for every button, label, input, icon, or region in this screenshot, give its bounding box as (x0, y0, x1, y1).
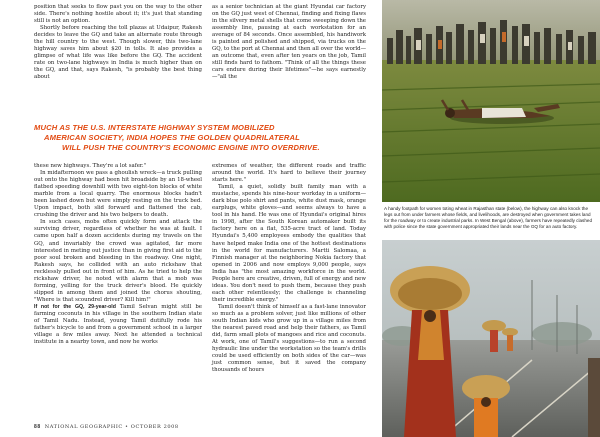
paragraph: Tamil doesn't think of himself as a fast-lane innovator so much as a problem solver, just like millions of other south Indian kids who grow up in a village miles from the nearest paved road and help their fathers, as Tamil did, farm small plots of mangoes and rice and coconuts. At work, one of Tamil's suggestions—to run a second hydraulic line under the workstation so the team's drills could be used efficiently on both sides of the car—was just common sense, but it saved the company thousands of hours (212, 303, 366, 374)
pull-quote-line: MUCH AS THE U.S. INTERSTATE HIGHWAY SYSTEM MOBILIZED (34, 123, 275, 132)
pull-quote-line: WILL PUSH THE COUNTRY'S ECONOMIC ENGINE INTO OVERDRIVE. (62, 142, 320, 152)
magazine-credit: NATIONAL GEOGRAPHIC • OCTOBER 2008 (44, 424, 179, 430)
photo-illustration (382, 0, 600, 202)
photo-farmer-lying-in-field (382, 0, 600, 202)
photo-caption: A handy footpath for women toting wheat in Rajasthan state (below), the highway can also knock the legs out from under farmers whose fields, and livelihoods, are destroyed when government takes land for the roadway or to create industrial parks. In West Bengal (above), farmers have repeatedly clashed with police since the state government appropriated their lands near the GQ for an auto factory. (384, 206, 593, 229)
pull-quote (34, 123, 364, 152)
paragraph: these new highways. They're a lot safer." (34, 163, 147, 169)
paragraph: In midafternoon we pass a ghoulish wreck—a truck pulling out onto the highway had been hit broadside by an 18-wheel flatbed speeding downhill with two eight-ton blocks of white marble from a local quarry. The enormous blocks hadn't been lashed down but were simply resting on the truck bed. Upon impact, both slid forward and flattened the cab, crushing the driver and his two helpers to death. (34, 170, 202, 219)
lead-in: If not for the GQ, 29-year-old (34, 303, 116, 310)
paragraph: Tamil, a quiet, solidly built family man with a mustache, spends his nine-hour workday in a uniform—dark blue polo shirt and pants, white dust mask, orange earplugs, white gloves—and seems always to have a tool in his hand. He was one of Hyundai's original hires in 1998, after the South Korean automaker built its factory here on a flat, 535-acre tract of land. Today Hyundai's 5,400 employees embody the qualities that have helped make India one of the hottest destinations in the world for manufacturers. Martti Salomaa, a Finnish manager at the neighboring Nokia factory that opened in 2006 and now employs 9,000 people, says India has "the most amazing workforce in the world. People here are creative, driven, full of energy and new ideas. You don't need to push them, because they push each other relentlessly; the challenge is channeling their incredible energy." (212, 184, 366, 303)
photo-illustration (382, 240, 600, 437)
paragraph: Shortly before reaching the toll plazas at Udaipur, Rakesh decides to leave the GQ and take an alternate route through the hill country to the west. Though slower, this two-lane highway saves him about $20 in tolls. It also provides a glimpse of what life was like before the GQ. The accident rate on two-lane highways in India is much higher than on the GQ, and that, says Rakesh, "is probably the best thing about (34, 25, 202, 81)
column-2-top-text (212, 4, 366, 82)
photo-women-carrying-wheat (382, 240, 600, 437)
column-1-bottom-text (34, 163, 202, 346)
page-number: 88 (34, 424, 41, 430)
paragraph: position that seeks to flow past you on the way to the other side. There's nothing hostile about it; it's just that standing still is not an option. (34, 4, 202, 25)
pull-quote-line: AMERICAN SOCIETY, INDIA HOPES THE GOLDEN QUADRILATERAL (44, 132, 300, 142)
paragraph (34, 304, 202, 346)
paragraph: as a senior technician at the giant Hyundai car factory on the GQ just west of Chennai, finding and fixing flaws in the silvery metal shells that come sweeping down the assembly line, pausing at each workstation for an average of 84 seconds. Once assembled, his handiwork is painted and polished and shipped, via trucks on the GQ, to the port at Chennai and then all over the world—an outcome that, even after ten years on the job, Tamil still finds hard to fathom. "Think of all the things these cars endure during their lifetimes"—he says earnestly—"all the (212, 4, 366, 81)
paragraph-body: Tamil Selvan might still be farming coconuts in his village in the southern Indian state of Tamil Nadu. Instead, young Tamil dutifully rode his father's bicycle to and from a government school in a larger village a few miles away. Next he attended a technical institute in a nearby town, and now he works (34, 303, 203, 346)
column-1-top-text (34, 4, 202, 82)
page-footer (34, 424, 179, 430)
column-2-bottom-text (212, 163, 366, 374)
paragraph: extremes of weather, the different roads and traffic around the world. It's hard to believe their journey starts here." (212, 163, 366, 184)
paragraph: In such cases, mobs often quickly form and attack the surviving driver, regardless of whether he was at fault. I came upon half a dozen accidents during my travels on the GQ, and invariably the crowd was agitated, far more interested in meting out justice than in giving first aid to the poor soul broken and bleeding in the roadway. One night, Rakesh says, he collided with an auto rickshaw that recklessly pulled out in front of him. As he tried to help the rickshaw driver, he noted with alarm that a mob was forming, yelling for the truck driver's blood. He quickly slipped in among them and joined the chorus shouting, "Where is that scoundrel driver? Kill him!" (34, 219, 202, 303)
